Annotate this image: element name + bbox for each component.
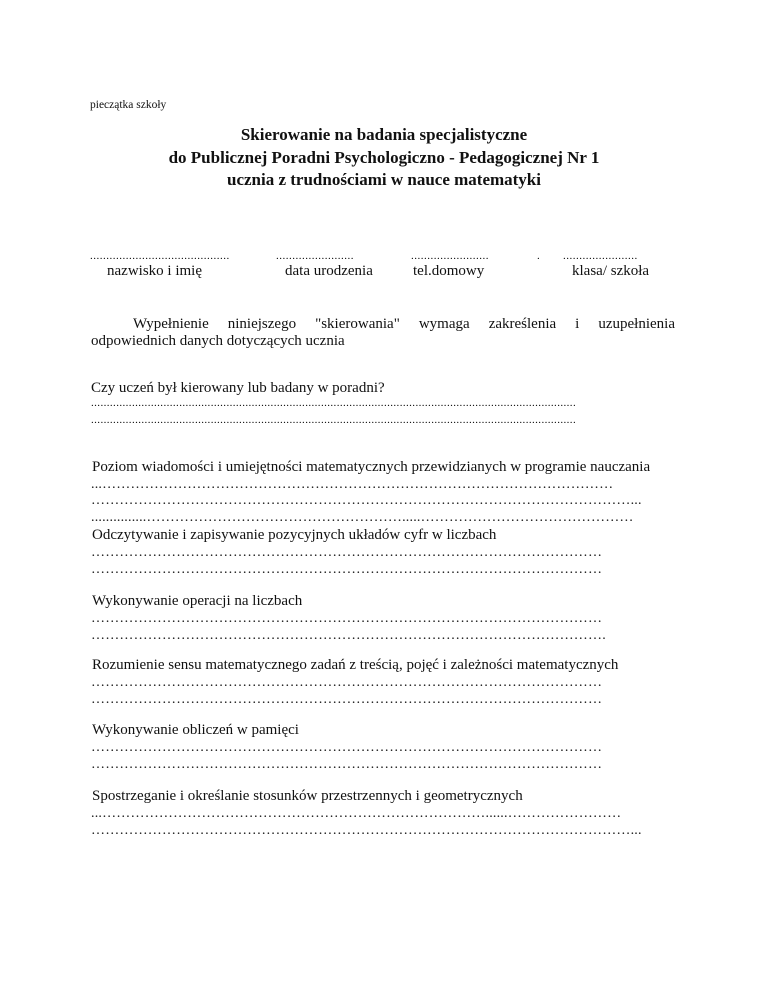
answer-line[interactable]: ……………………………………………………………………………………………………...	[91, 823, 642, 838]
intro-line-2: odpowiednich danych dotyczących ucznia	[91, 333, 345, 349]
name-field[interactable]: ...........................................	[90, 250, 230, 262]
intro-word: "skierowania"	[315, 316, 400, 332]
answer-line[interactable]: ...………………………………………………………………………………………………	[91, 477, 614, 492]
question-mental-calculation: Wykonywanie obliczeń w pamięci	[92, 722, 299, 738]
question-positional-digits: Odczytywanie i zapisywanie pozycyjnych układów cyfr w liczbach	[92, 527, 497, 543]
answer-line[interactable]: ………………………………………………………………………………………………	[91, 692, 603, 707]
answer-line[interactable]: ..........................................................................................................................................................	[91, 397, 577, 409]
stamp-label: pieczątka szkoły	[90, 99, 167, 111]
answer-line[interactable]: ...………………………………………………………………………......……………………	[91, 806, 622, 821]
question-referred-before: Czy uczeń był kierowany lub badany w poradni?	[91, 380, 385, 396]
intro-word: uzupełnienia	[598, 316, 675, 332]
answer-line[interactable]: ……………………………………………………………………………………………….	[91, 628, 606, 643]
answer-line[interactable]: ………………………………………………………………………………………………	[91, 562, 603, 577]
answer-line[interactable]: ………………………………………………………………………………………………	[91, 611, 603, 626]
separator-dot: .	[537, 250, 541, 262]
intro-word: zakreślenia	[488, 316, 557, 332]
answer-line[interactable]: ………………………………………………………………………………………………	[91, 675, 603, 690]
intro-word: niniejszego	[227, 316, 297, 332]
answer-line[interactable]: ………………………………………………………………………………………………	[91, 545, 603, 560]
intro-word: Wypełnienie	[133, 316, 209, 332]
page-title-line-2: do Publicznej Poradni Psychologiczno - Pedagogicznej Nr 1	[168, 148, 600, 167]
intro-word: wymaga	[418, 316, 470, 332]
phone-field[interactable]: ........................	[411, 250, 489, 262]
page-title-line-1: Skierowanie na badania specjalistyczne	[240, 125, 528, 144]
question-knowledge-level: Poziom wiadomości i umiejętności matematycznych przewidzianych w programie nauczania	[92, 459, 651, 475]
question-word-problems: Rozumienie sensu matematycznego zadań z treścią, pojęć i zależności matematycznych	[92, 657, 619, 673]
page-title-line-3: ucznia z trudnościami w nauce matematyki	[226, 170, 541, 189]
answer-line[interactable]: ………………………………………………………………………………………………	[91, 757, 603, 772]
birth-date-field[interactable]: ........................	[276, 250, 354, 262]
answer-line[interactable]: ………………………………………………………………………………………………	[91, 740, 603, 755]
answer-line[interactable]: ...............……………………………………………….....………………………………………	[91, 510, 634, 525]
name-label: nazwisko i imię	[107, 263, 202, 279]
intro-word: i	[575, 316, 580, 332]
class-school-label: klasa/ szkoła	[572, 263, 650, 279]
birth-date-label: data urodzenia	[285, 263, 373, 279]
answer-line[interactable]: ..........................................................................................................................................................	[91, 414, 577, 426]
question-number-operations: Wykonywanie operacji na liczbach	[92, 593, 303, 609]
intro-line-1	[133, 316, 675, 333]
phone-label: tel.domowy	[413, 263, 485, 279]
answer-line[interactable]: ……………………………………………………………………………………………………...	[91, 493, 642, 508]
class-school-field[interactable]: .......................	[563, 250, 638, 262]
question-spatial-geometric: Spostrzeganie i określanie stosunków przestrzennych i geometrycznych	[92, 788, 523, 804]
